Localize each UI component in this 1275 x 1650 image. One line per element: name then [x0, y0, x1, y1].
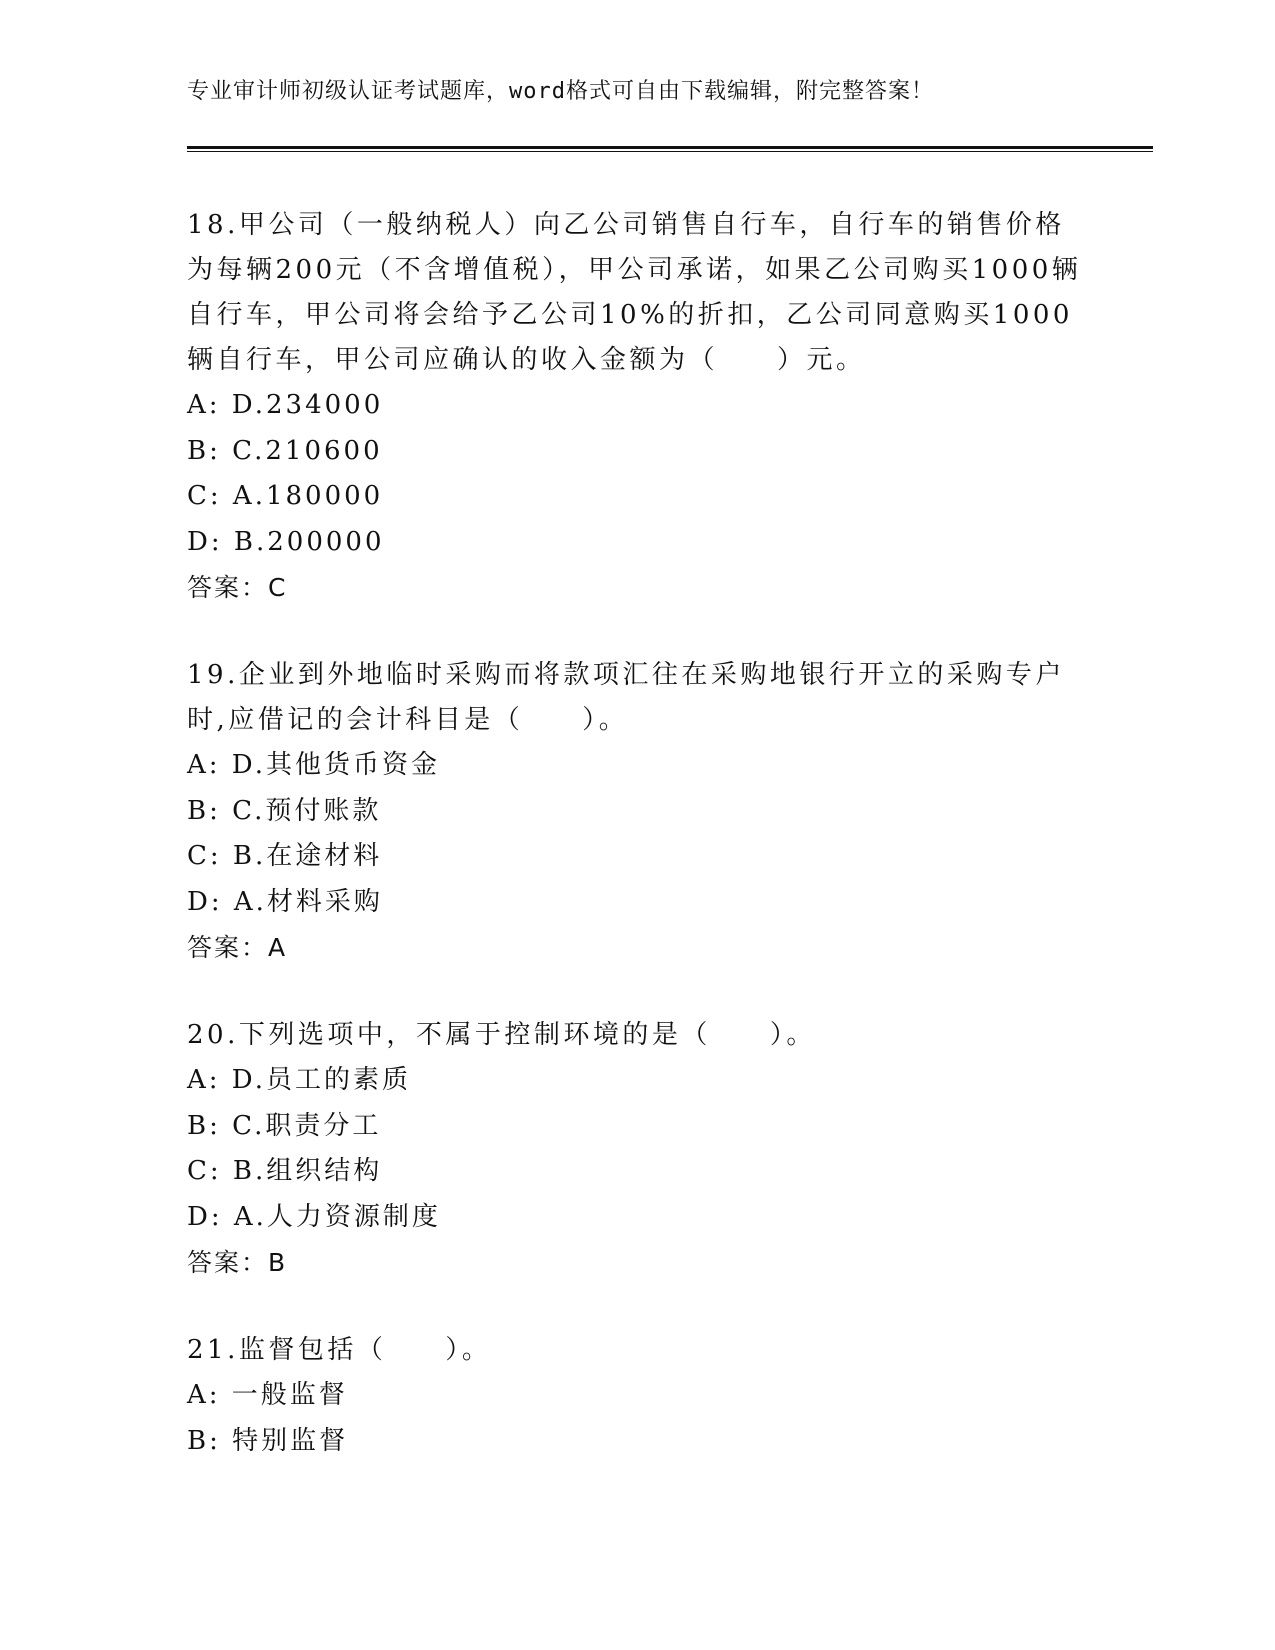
header-divider-thick [187, 146, 1153, 149]
question-text: 20.下列选项中，不属于控制环境的是（ ）。 [187, 1020, 816, 1050]
option-a: A: D.234000 [187, 390, 384, 420]
option-a: A: D.其他货币资金 [187, 750, 440, 780]
answer: 答案：A [187, 933, 288, 962]
option-a: A: D.员工的素质 [187, 1065, 411, 1095]
question-20 [187, 1013, 1087, 1285]
option-b: B: 特别监督 [187, 1425, 349, 1456]
option-b: B: C.210600 [187, 435, 383, 466]
option-c: C: B.组织结构 [187, 1156, 383, 1186]
question-text: 19.企业到外地临时采购而将款项汇往在采购地银行开立的采购专户时,应借记的会计科目是（ ）。 [187, 660, 1065, 735]
header-divider-thin [187, 151, 1153, 152]
question-18 [187, 203, 1087, 610]
question-text: 18.甲公司（一般纳税人）向乙公司销售自行车，自行车的销售价格为每辆200元（不含增值税），甲公司承诺，如果乙公司购买1000辆自行车，甲公司将会给予乙公司10%的折扣，乙公司同意购买1000辆自行车，甲公司应确认的收入金额为（ ）元。 [187, 210, 1082, 375]
page-header: 专业审计师初级认证考试题库，word格式可自由下载编辑，附完整答案！ [187, 79, 934, 104]
option-b: B: C.预付账款 [187, 795, 382, 826]
option-c: C: A.180000 [187, 481, 384, 511]
option-b: B: C.职责分工 [187, 1110, 382, 1141]
question-list [187, 203, 1087, 1507]
option-d: D: B.200000 [187, 526, 385, 557]
option-a: A: 一般监督 [187, 1380, 348, 1410]
option-c: C: B.在途材料 [187, 841, 383, 871]
question-21 [187, 1328, 1087, 1464]
question-19 [187, 653, 1087, 970]
answer: 答案：B [187, 1248, 288, 1277]
answer: 答案：C [187, 573, 288, 602]
option-d: D: A.人力资源制度 [187, 1201, 441, 1232]
option-d: D: A.材料采购 [187, 886, 383, 917]
question-text: 21.监督包括（ ）。 [187, 1335, 492, 1365]
